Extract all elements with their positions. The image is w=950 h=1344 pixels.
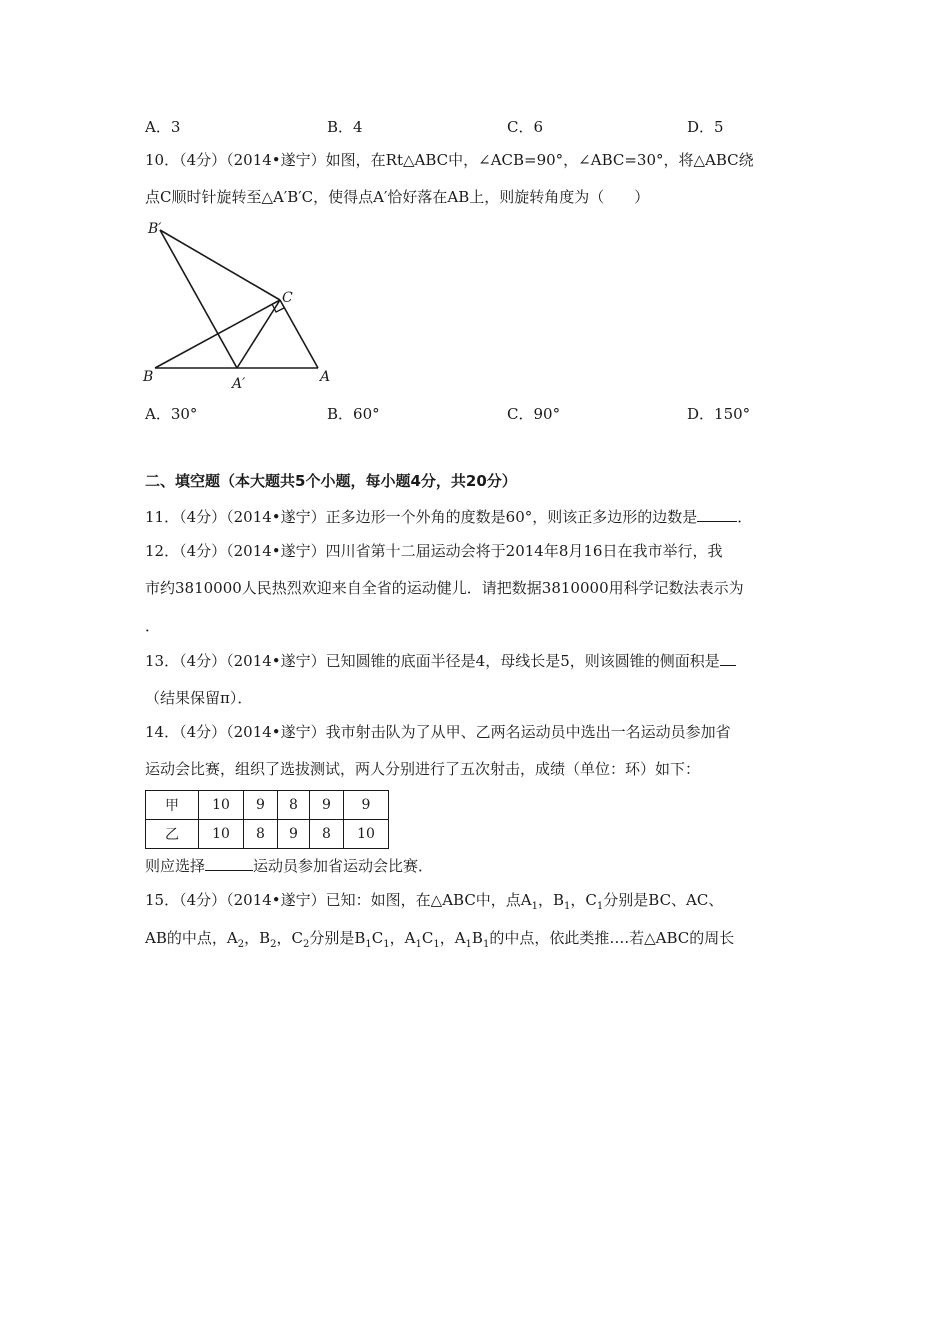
label-b-prime: B′ — [148, 221, 162, 237]
q9-option-c: C．6 — [507, 118, 544, 136]
segment-ca — [280, 300, 318, 368]
q15-text: 分别是B — [309, 929, 366, 947]
subscript: 1 — [383, 939, 390, 950]
table-cell: 甲 — [146, 791, 199, 820]
table-cell: 10 — [344, 820, 389, 849]
q9-option-a: A．3 — [145, 118, 181, 136]
subscript: 1 — [365, 939, 372, 950]
q15-text: 分别是BC、AC、 — [603, 891, 724, 909]
q9-option-d: D．5 — [687, 118, 724, 136]
segment-b-prime-a-prime — [160, 230, 237, 368]
q15-text: B — [471, 929, 483, 947]
table-cell: 8 — [244, 820, 278, 849]
q15-stem-line1 — [145, 890, 723, 917]
q10-option-d: D．150° — [687, 405, 751, 423]
q14-after-post: 运动员参加省运动会比赛． — [253, 857, 434, 875]
table-cell: 9 — [310, 791, 344, 820]
q11-end: ． — [737, 508, 753, 526]
q15-text: ，C — [570, 891, 597, 909]
table-cell: 9 — [278, 820, 310, 849]
table-cell: 9 — [244, 791, 278, 820]
q15-text: ，C — [276, 929, 303, 947]
label-a-prime: A′ — [232, 376, 246, 392]
subscript: 1 — [433, 939, 440, 950]
q15-text: C — [421, 929, 434, 947]
q9-option-b: B．4 — [327, 118, 363, 136]
q12-stem-line2: 市约3810000人民热烈欢迎来自全省的运动健儿．请把数据3810000用科学记数法表示为 — [145, 579, 744, 597]
q15-text: C — [371, 929, 384, 947]
q14-stem-line1: 14．（4分）（2014•遂宁）我市射击队为了从甲、乙两名运动员中选出一名运动员参加省 — [145, 723, 731, 741]
q14-after-pre: 则应选择 — [145, 857, 206, 875]
table-cell: 8 — [310, 820, 344, 849]
table-cell: 8 — [278, 791, 310, 820]
q15-stem-line2 — [145, 928, 734, 955]
q10-stem-line1: 10．（4分）（2014•遂宁）如图，在Rt△ABC中，∠ACB=90°，∠ABC=30°，将△ABC绕 — [145, 151, 754, 169]
q10-stem-line2: 点C顺时针旋转至△A′B′C，使得点A′恰好落在AB上，则旋转角度为（ ） — [145, 188, 650, 206]
subscript: 1 — [596, 901, 604, 912]
table-row — [146, 791, 389, 820]
q10-triangle-figure — [140, 215, 340, 395]
subscript: 1 — [465, 939, 472, 950]
q13-stem-line1 — [145, 651, 736, 671]
segment-b-prime-c — [160, 230, 280, 300]
q15-text: AB的中点，A — [145, 929, 238, 947]
q15-text: ，B — [538, 891, 565, 909]
score-table — [145, 790, 389, 849]
q13-answer-blank[interactable] — [720, 651, 736, 666]
subscript: 1 — [564, 901, 571, 912]
q11-answer-blank[interactable] — [697, 507, 737, 522]
q14-answer-blank[interactable] — [205, 856, 253, 871]
label-c: C — [282, 290, 293, 306]
table-cell: 10 — [199, 820, 244, 849]
q15-text: ，A — [439, 929, 466, 947]
segment-a-prime-c — [237, 300, 280, 368]
table-cell: 10 — [199, 791, 244, 820]
q12-stem-line1: 12．（4分）（2014•遂宁）四川省第十二届运动会将于2014年8月16日在我市举行，我 — [145, 542, 723, 560]
q12-stem-line3: ． — [145, 617, 161, 635]
subscript: 1 — [415, 939, 422, 950]
subscript: 1 — [531, 901, 539, 912]
q13-stem-line2: （结果保留π）． — [145, 689, 253, 707]
q14-answer-line — [145, 856, 433, 876]
table-cell: 9 — [344, 791, 389, 820]
q15-text: ，B — [244, 929, 271, 947]
q10-option-a: A．30° — [145, 405, 198, 423]
q11-stem — [145, 507, 752, 527]
label-a: A — [320, 369, 331, 385]
subscript: 2 — [302, 939, 310, 950]
q15-text: ，A — [389, 929, 416, 947]
q14-stem-line2: 运动会比赛，组织了选拔测试，两人分别进行了五次射击，成绩（单位：环）如下： — [145, 760, 701, 778]
table-row — [146, 820, 389, 849]
q13-text: 13．（4分）（2014•遂宁）已知圆锥的底面半径是4，母线长是5，则该圆锥的侧面积是 — [145, 652, 720, 670]
q15-text: 15．（4分）（2014•遂宁）已知：如图，在△ABC中，点A — [145, 891, 532, 909]
q15-text: 的中点，依此类推….若△ABC的周长 — [489, 929, 735, 947]
subscript: 2 — [237, 939, 245, 950]
subscript: 2 — [270, 939, 277, 950]
q10-option-c: C．90° — [507, 405, 561, 423]
q11-text: 11．（4分）（2014•遂宁）正多边形一个外角的度数是60°，则该正多边形的边数是 — [145, 508, 698, 526]
q10-option-b: B．60° — [327, 405, 380, 423]
subscript: 1 — [482, 939, 490, 950]
table-cell: 乙 — [146, 820, 199, 849]
section-title: 二、填空题（本大题共5个小题，每小题4分，共20分） — [145, 472, 517, 490]
label-b: B — [143, 369, 154, 385]
